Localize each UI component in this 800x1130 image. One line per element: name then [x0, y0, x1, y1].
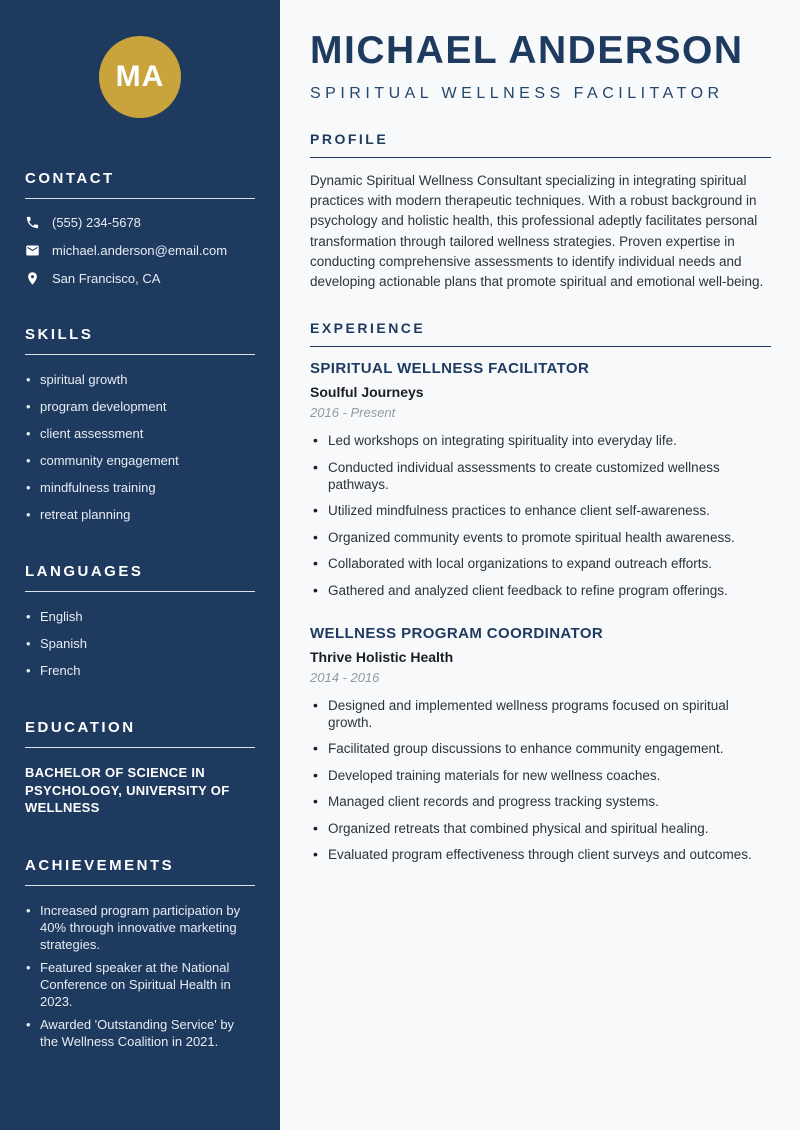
contact-section — [25, 170, 255, 286]
job-bullet: • Conducted individual assessments to create customized wellness pathways. — [310, 459, 771, 493]
skill-item: • mindfulness training — [25, 479, 255, 496]
achievement-item: • Awarded 'Outstanding Service' by the Wellness Coalition in 2021. — [25, 1016, 255, 1050]
skill-item: • community engagement — [25, 452, 255, 469]
job-bullet: • Gathered and analyzed client feedback to refine program offerings. — [310, 582, 771, 599]
skills-list — [25, 371, 255, 523]
person-headline: SPIRITUAL WELLNESS FACILITATOR — [310, 84, 724, 102]
job-bullet: • Developed training materials for new wellness coaches. — [310, 767, 771, 784]
job-bullet: • Facilitated group discussions to enhance community engagement. — [310, 740, 771, 757]
contact-phone: (555) 234-5678 — [52, 215, 141, 230]
job-dates: 2016 - Present — [310, 405, 396, 421]
experience-section — [310, 320, 771, 863]
education-section-title: EDUCATION — [25, 719, 255, 748]
job-bullet-list — [310, 697, 771, 864]
job-bullet: • Utilized mindfulness practices to enhance client self-awareness. — [310, 502, 771, 519]
job-bullet: • Organized retreats that combined physical and spiritual healing. — [310, 820, 771, 837]
language-item: • French — [25, 662, 255, 679]
sidebar — [0, 0, 280, 1130]
location-pin-icon — [25, 271, 40, 286]
education-section — [25, 719, 255, 817]
job-bullet: • Designed and implemented wellness programs focused on spiritual growth. — [310, 697, 771, 731]
phone-icon — [25, 215, 40, 230]
experience-entry — [310, 360, 771, 599]
avatar-container — [25, 36, 255, 118]
contact-location: San Francisco, CA — [52, 271, 161, 286]
contact-email-row — [25, 243, 255, 258]
job-company: Thrive Holistic Health — [310, 648, 454, 665]
profile-summary: Dynamic Spiritual Wellness Consultant specializing in integrating spiritual practices with modern therapeutic techniques. With a robust background in psychology and holistic health, this professional adeptly facilitates personal transformation through tailored wellness strategies. Proven expertise in conducting comprehensive assessments to identify individual needs and developing actionable plans that promote spiritual and emotional well-being. — [310, 172, 764, 289]
job-title: SPIRITUAL WELLNESS FACILITATOR — [310, 360, 590, 378]
contact-email: michael.anderson@email.com — [52, 243, 228, 258]
profile-section — [310, 131, 771, 292]
avatar-initials: MA — [115, 60, 165, 93]
contact-phone-row — [25, 215, 255, 230]
avatar — [99, 36, 181, 118]
email-icon — [25, 243, 40, 258]
languages-list — [25, 608, 255, 679]
experience-section-title: EXPERIENCE — [310, 320, 771, 347]
skills-section-title: SKILLS — [25, 326, 255, 355]
achievement-item: • Featured speaker at the National Conference on Spiritual Health in 2023. — [25, 959, 255, 1010]
language-item: • Spanish — [25, 635, 255, 652]
achievement-item: • Increased program participation by 40% through innovative marketing strategies. — [25, 902, 255, 953]
language-item: • English — [25, 608, 255, 625]
skill-item: • spiritual growth — [25, 371, 255, 388]
main-content — [280, 0, 800, 1130]
skill-item: • retreat planning — [25, 506, 255, 523]
contact-location-row — [25, 271, 255, 286]
languages-section — [25, 563, 255, 679]
languages-section-title: LANGUAGES — [25, 563, 255, 592]
job-bullet-list — [310, 432, 771, 599]
achievements-section — [25, 857, 255, 1050]
skills-section — [25, 326, 255, 523]
achievements-section-title: ACHIEVEMENTS — [25, 857, 255, 886]
job-bullet: • Managed client records and progress tracking systems. — [310, 793, 771, 810]
person-name: MICHAEL ANDERSON — [310, 29, 744, 72]
job-bullet: • Collaborated with local organizations to expand outreach efforts. — [310, 555, 771, 572]
job-bullet: • Evaluated program effectiveness through client surveys and outcomes. — [310, 846, 771, 863]
profile-section-title: PROFILE — [310, 131, 771, 158]
contact-section-title: CONTACT — [25, 170, 255, 199]
job-title: WELLNESS PROGRAM COORDINATOR — [310, 624, 604, 642]
job-bullet: • Organized community events to promote spiritual health awareness. — [310, 529, 771, 546]
achievements-list — [25, 902, 255, 1050]
education-degree: BACHELOR OF SCIENCE IN PSYCHOLOGY, UNIVERSITY OF WELLNESS — [25, 765, 230, 815]
skill-item: • client assessment — [25, 425, 255, 442]
experience-entry — [310, 625, 771, 864]
skill-item: • program development — [25, 398, 255, 415]
job-dates: 2014 - 2016 — [310, 669, 380, 685]
job-company: Soulful Journeys — [310, 384, 424, 401]
job-bullet: • Led workshops on integrating spirituality into everyday life. — [310, 432, 771, 449]
